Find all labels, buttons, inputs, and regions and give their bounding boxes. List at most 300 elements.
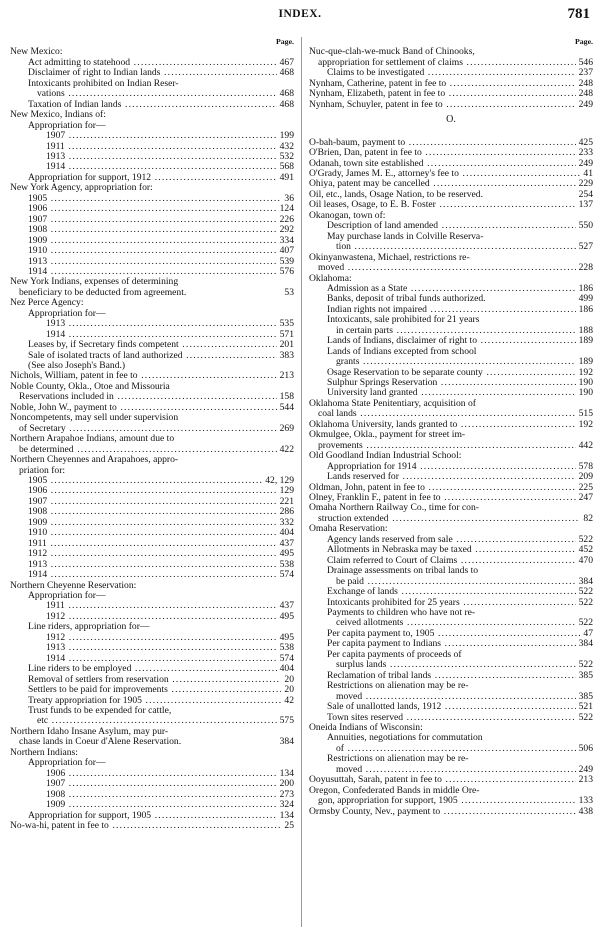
entry-page-number: 535 [277,319,294,329]
entry-page-number: 384 [576,577,593,587]
entry-text: provements ..... [318,441,593,451]
index-entry [10,267,294,277]
entry-text: of Secretary ..... [19,424,294,434]
entry-page-number: 334 [277,236,294,246]
entry-text: Appropriation for— [28,758,106,769]
index-entry [10,298,294,308]
entry-text: No-wa-hi, patent in fee to ..... [10,821,294,831]
index-entry [10,800,294,810]
entry-text: 1908 ..... [28,507,294,517]
entry-page-number: 384 [576,639,593,649]
entry-text: 1907 ..... [46,779,294,789]
entry-text: Old Goodland Indian Industrial School: [309,451,462,462]
index-entry [309,807,593,817]
entry-text: 1906 ..... [28,204,294,214]
entry-text: Omaha Northern Railway Co., time for con- [309,503,479,514]
entry-text: 1913 ..... [46,152,294,162]
entry-page-number: 124 [277,204,294,214]
entry-page-number: 432 [277,142,294,152]
entry-page-number: 199 [277,131,294,141]
index-entry [309,650,593,660]
index-entry [10,434,294,444]
entry-text: 1907 ..... [28,215,294,225]
entry-text: 1914 ..... [46,162,294,172]
entry-text: 1914 ..... [46,654,294,664]
entry-text: Nynham, Elizabeth, patent in fee to ..... [309,89,593,99]
entry-text: be determined ..... [19,445,294,455]
entry-page-number: 42 [281,696,294,706]
entry-page-number: 539 [277,257,294,267]
index-entry [10,779,294,789]
entry-text: Nynham, Schuyler, patent in fee to ..... [309,100,593,110]
index-entry [309,483,593,493]
entry-text: priation for: [19,465,66,476]
index-entry [10,539,294,549]
entry-page-number: 522 [576,598,593,608]
entry-text: Oldman, John, patent in fee to ..... [309,483,593,493]
index-entry [309,462,593,472]
entry-page-number: 269 [277,424,294,434]
entry-text: Northern Indians: [10,747,78,758]
index-entry [10,633,294,643]
entry-text: 1907 ..... [28,497,294,507]
entry-text: 1914 ..... [28,570,294,580]
entry-text: University land granted ..... [327,388,593,398]
entry-text: Noble, John W., payment to ..... [10,403,294,413]
entry-page-number: 499 [576,294,593,304]
index-entry [10,288,294,298]
entry-text: Nichols, William, patent in fee to ..... [10,371,294,381]
index-entry [309,577,593,587]
index-entry [10,591,294,601]
entry-text: etc ..... [37,716,294,726]
index-entry [10,194,294,204]
index-entry [10,330,294,340]
entry-page-number: 186 [576,305,593,315]
entry-page-number: 249 [576,765,593,775]
entry-page-number: 134 [277,811,294,821]
entry-page-number: 189 [576,336,593,346]
right-entries-o [309,138,593,817]
index-entry [10,706,294,716]
index-entry [10,183,294,193]
entry-page-number: 385 [576,671,593,681]
entry-text: O-bah-baum, payment to ..... [309,138,593,148]
index-entry [10,622,294,632]
section-letter: O. [446,114,456,126]
index-entry [309,399,593,409]
index-entry [10,277,294,287]
entry-page-number: 384 [277,737,294,747]
entry-page-number: 521 [576,702,593,712]
entry-text: Appropriation for— [28,120,106,131]
entry-text: Ooyusuttah, Sarah, patent in fee to ..... [309,775,593,785]
index-entry [309,744,593,754]
entry-text: Appropriation for support, 1912 ..... [28,173,294,183]
entry-page-number: 538 [277,560,294,570]
entry-text: 1913 ..... [46,319,294,329]
entry-text: Claims to be investigated ..... [327,68,593,78]
entry-text: 1905 ..... [28,194,294,204]
entry-page-number: 249 [576,159,593,169]
index-entry [10,560,294,570]
entry-text: Banks, deposit of tribal funds authorized. [327,294,486,305]
entry-text: 1911 ..... [46,601,294,611]
entry-text: New Mexico, Indians of: [10,110,106,121]
entry-text: Nuc-que-clah-we-muck Band of Chinooks, [309,47,475,58]
entry-page-number: 25 [281,821,294,831]
entry-text: surplus lands ..... [336,660,593,670]
entry-page-number: 578 [576,462,593,472]
index-entry [10,309,294,319]
entry-text: 1913 ..... [28,257,294,267]
entry-text: Line riders to be employed ..... [28,664,294,674]
entry-text: 1906 ..... [28,486,294,496]
entry-text: Intoxicants prohibited on Indian Reser- [28,78,179,89]
index-entry [309,681,593,691]
index-entry [10,685,294,695]
entry-text: moved ..... [336,765,593,775]
entry-text: Oklahoma University, lands granted to ..... [309,420,593,430]
column-divider [301,37,302,927]
entry-text: Noble County, Okla., Otoe and Missouria [10,381,170,392]
page-header [0,6,600,26]
index-entry [309,263,593,273]
index-entry [10,89,294,99]
index-entry [10,737,294,747]
index-entry [10,445,294,455]
entry-text: beneficiary to be deducted from agreement. [19,287,187,298]
index-entry [309,148,593,158]
entry-text: Treaty appropriation for 1905 ..... [28,696,294,706]
entry-text: Lands of Indians excepted from school [327,346,477,357]
entry-text: 1912 ..... [28,549,294,559]
entry-page-number: 495 [277,633,294,643]
entry-page-number: 189 [576,357,593,367]
entry-text: Appropriation for 1914 ..... [327,462,593,472]
index-entry [309,587,593,597]
index-entry [10,476,294,486]
index-entry [309,200,593,210]
index-entry [10,581,294,591]
index-entry [10,392,294,402]
index-entry [309,378,593,388]
entry-text: vations ..... [37,89,294,99]
entry-text: Nynham, Catherine, patent in fee to ..... [309,79,593,89]
index-entry [10,455,294,465]
entry-text: New York Agency, appropriation for: [10,183,153,194]
index-entry [309,524,593,534]
index-entry [309,754,593,764]
entry-text: Restrictions on alienation may be re- [327,754,469,765]
index-entry [10,507,294,517]
entry-page-number: 134 [277,769,294,779]
entry-page-number: 20 [281,675,294,685]
entry-page-number: 228 [576,263,593,273]
entry-text: appropriation for settlement of claims ..... [318,58,593,68]
entry-text: Okinyanwastena, Michael, restrictions re- [309,252,470,263]
entry-text: 1909 ..... [28,518,294,528]
index-entry [309,420,593,430]
index-entry [10,654,294,664]
index-entry [10,131,294,141]
index-entry [10,769,294,779]
entry-text: Sale of unallotted lands, 1912 ..... [327,702,593,712]
index-entry [309,336,593,346]
page-number: 781 [567,6,590,22]
entry-page-number: 41 [580,169,593,179]
entry-text: Northern Idaho Insane Asylum, may pur- [10,726,169,737]
entry-text: Oregon, Confederated Bands in middle Ore- [309,785,480,796]
entry-page-number: 200 [277,779,294,789]
index-entry [309,671,593,681]
entry-text: Lands of Indians, disclaimer of right to ..... [327,336,593,346]
entry-text: Town sites reserved ..... [327,713,593,723]
entry-page-number: 237 [576,68,593,78]
entry-page-number: 438 [576,807,593,817]
entry-text: Exchange of lands ..... [327,587,593,597]
index-entry [10,47,294,57]
index-entry [10,497,294,507]
entry-text: May purchase lands in Colville Reserva- [327,231,484,242]
entry-text: Restrictions on alienation may be re- [327,681,469,692]
entry-text: Olney, Franklin F., patent in fee to ..... [309,493,593,503]
entry-text: New Mexico: [10,47,63,58]
entry-page-number: 324 [277,800,294,810]
entry-text: 1913 ..... [28,560,294,570]
entry-page-number: 574 [277,654,294,664]
index-entry [309,692,593,702]
index-entry [10,413,294,423]
entry-page-number: 571 [277,330,294,340]
entry-page-number: 186 [576,284,593,294]
entry-text: New York Indians, expenses of determining [10,277,179,288]
entry-text: Disclaimer of right to Indian lands ..... [28,68,294,78]
index-entry [309,441,593,451]
entry-text: moved ..... [318,263,593,273]
entry-page-number: 568 [277,162,294,172]
entry-text: Nez Perce Agency: [10,298,84,309]
index-entry [309,232,593,242]
index-entry [309,503,593,513]
entry-page-number: 247 [576,493,593,503]
index-entry [10,215,294,225]
entry-text: Admission as a State ..... [327,284,593,294]
index-entry [309,326,593,336]
index-entry [309,190,593,200]
entry-page-number: 226 [277,215,294,225]
left-entries [10,47,294,831]
entry-page-number: 383 [277,351,294,361]
index-entry [309,58,593,68]
index-entry [309,796,593,806]
index-entry [309,305,593,315]
entry-page-number: 532 [277,152,294,162]
index-entry [309,639,593,649]
entry-page-number: 425 [576,138,593,148]
entry-page-number: 491 [277,173,294,183]
entry-page-number: 404 [277,664,294,674]
index-entry [10,424,294,434]
entry-page-number: 248 [576,79,593,89]
index-entry [309,179,593,189]
entry-text: in certain parts ..... [336,326,593,336]
entry-text: 1914 ..... [46,330,294,340]
entry-text: Okmulgee, Okla., payment for street im- [309,430,466,441]
entry-page-number: 468 [277,100,294,110]
index-entry [309,556,593,566]
index-entry [10,570,294,580]
index-entry [10,204,294,214]
entry-page-number: 201 [277,340,294,350]
entry-page-number: 437 [277,539,294,549]
entry-text: O'Brien, Dan, patent in fee to ..... [309,148,593,158]
index-entry [10,340,294,350]
index-entry [309,253,593,263]
index-entry [10,549,294,559]
entry-page-number: 133 [576,796,593,806]
index-entry [10,612,294,622]
index-entry [10,748,294,758]
index-entry [10,257,294,267]
entry-text: grants ..... [336,357,593,367]
entry-page-number: 506 [576,744,593,754]
index-entry [309,733,593,743]
entry-text: Oklahoma: [309,273,352,284]
index-entry [10,821,294,831]
entry-text: Per capita payments of proceeds of [327,649,462,660]
entry-text: Ormsby County, Nev., payment to ..... [309,807,593,817]
index-entry [10,162,294,172]
entry-text: Intoxicants prohibited for 25 years ..... [327,598,593,608]
entry-page-number: 254 [576,190,593,200]
index-entry [309,702,593,712]
entry-text: tion ..... [336,242,593,252]
entry-page-number: 522 [576,535,593,545]
entry-text: Taxation of Indian lands ..... [28,100,294,110]
index-entry [10,236,294,246]
index-entry [309,274,593,284]
index-entry [309,629,593,639]
entry-page-number: 248 [576,89,593,99]
entry-text: gon, appropriation for support, 1905 ..... [318,796,593,806]
entry-page-number: 495 [277,549,294,559]
entry-text: chase lands in Coeur d'Alene Reservation. [19,737,182,748]
entry-text: Description of land amended ..... [327,221,593,231]
index-entry [309,221,593,231]
index-entry [10,246,294,256]
page-column-label: Page. [276,37,294,46]
entry-page-number: 522 [576,660,593,670]
entry-text: Reclamation of tribal lands ..... [327,671,593,681]
entry-text: coal lands ..... [318,409,593,419]
entry-text: Intoxicants, sale prohibited for 21 years [327,315,480,326]
index-entry [309,315,593,325]
index-entry [309,493,593,503]
entry-text: Appropriation for— [28,591,106,601]
index-entry [309,598,593,608]
entry-page-number: 292 [277,225,294,235]
entry-page-number: 467 [277,58,294,68]
entry-text: Annuities, negotiations for commutation [327,733,483,744]
entry-text: 1906 ..... [46,769,294,779]
entry-text: Act admitting to statehood ..... [28,58,294,68]
index-entry [10,371,294,381]
index-entry [309,451,593,461]
index-entry [309,608,593,618]
entry-page-number: 158 [277,392,294,402]
entry-page-number: 42, 129 [262,476,294,486]
entry-text: Lands reserved for ..... [327,472,593,482]
entry-text: Appropriation for— [28,308,106,319]
entry-text: Per capita payment to, 1905 ..... [327,629,593,639]
index-entry [10,351,294,361]
index-entry [10,811,294,821]
entry-text: ceived allotments ..... [336,618,593,628]
entry-text: be paid ..... [336,577,593,587]
entry-page-number: 550 [576,221,593,231]
entry-text: Okanogan, town of: [309,210,386,221]
index-entry [10,643,294,653]
index-entry [10,110,294,120]
entry-page-number: 527 [576,242,593,252]
entry-text: Indian rights not impaired ..... [327,305,593,315]
index-entry [10,361,294,371]
index-entry [309,211,593,221]
entry-text: Appropriation for support, 1905 ..... [28,811,294,821]
entry-text: O'Grady, James M. E., attorney's fee to ..... [309,169,593,179]
entry-page-number: 544 [277,403,294,413]
page-column-label: Page. [575,37,593,46]
entry-text: Payments to children who have not re- [327,608,476,618]
entry-page-number: 225 [576,483,593,493]
index-entry [309,472,593,482]
index-entry [309,514,593,524]
entry-page-number: 574 [277,570,294,580]
left-column [10,37,294,831]
entry-text: Sulphur Springs Reservation ..... [327,378,593,388]
index-entry [309,89,593,99]
index-entry [309,138,593,148]
entry-page-number: 546 [576,58,593,68]
index-entry [10,225,294,235]
right-column [309,37,593,817]
entry-page-number: 82 [580,514,593,524]
index-entry [309,79,593,89]
entry-page-number: 442 [576,441,593,451]
entry-page-number: 129 [277,486,294,496]
entry-text: 1910 ..... [28,246,294,256]
entry-page-number: 273 [277,790,294,800]
entry-text: Osage Reservation to be separate county ..... [327,368,593,378]
entry-text: 1908 ..... [28,225,294,235]
index-entry [10,58,294,68]
index-entry [10,142,294,152]
entry-page-number: 188 [576,326,593,336]
index-entry [10,319,294,329]
index-entry [309,284,593,294]
entry-page-number: 385 [576,692,593,702]
index-entry [309,786,593,796]
index-entry [309,713,593,723]
entry-text: Agency lands reserved from sale ..... [327,535,593,545]
entry-text: Oil, etc., lands, Osage Nation, to be reserved. [309,189,483,200]
index-entry [309,368,593,378]
index-entry [309,765,593,775]
entry-page-number: 53 [281,288,294,298]
entry-text: Settlers to be paid for improvements ..... [28,685,294,695]
entry-text: Sale of isolated tracts of land authorized ..... [28,351,294,361]
